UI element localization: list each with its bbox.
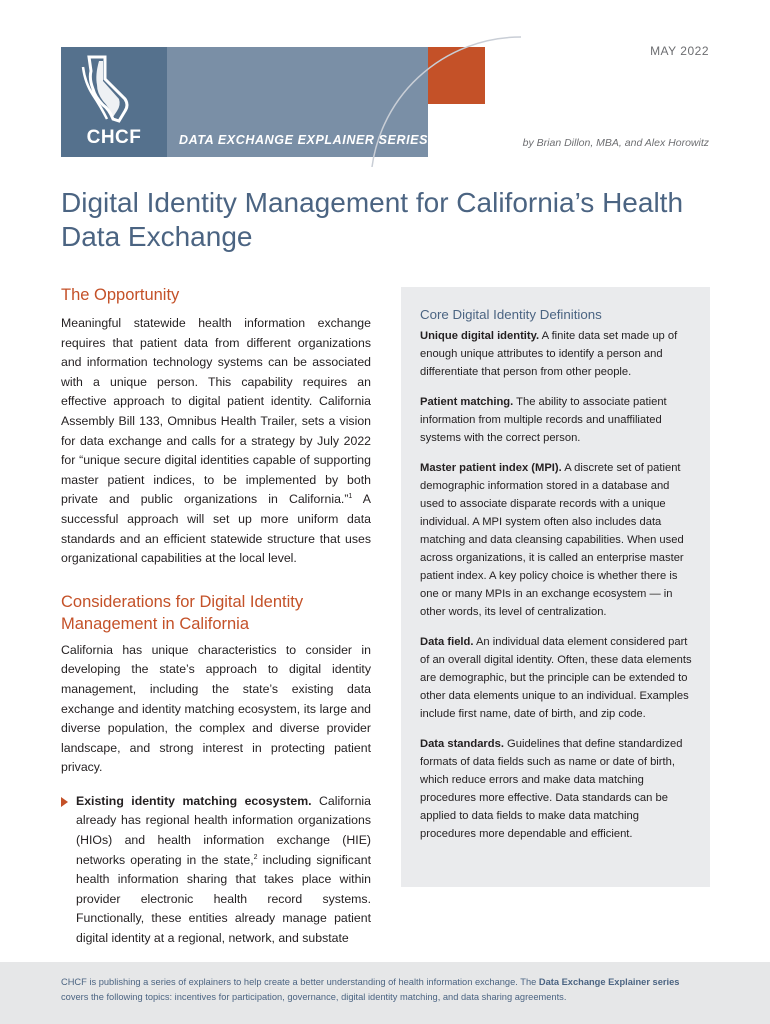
definition-item: Unique digital identity. A finite data set made up of enough unique attributes to identify a person and differentiate that person from other people.: [420, 330, 678, 378]
definition-item: Master patient index (MPI). A discrete set of patient demographic information stored in a database and used to associate disparate records with a unique individual. A MPI system often also includes data matching and data cleansing capabilities. When used across organizations, it is called an enterprise master patient index. A key policy choice is whether there is one or many MPIs in an exchange ecosystem — in other words, its level of centralization.: [420, 462, 684, 618]
bullet-item: [61, 792, 371, 949]
logo-text: CHCF: [86, 127, 142, 148]
bullet-text: Existing identity matching ecosystem. California already has regional health information organizations (HIOs) and health information exchange (HIE) networks operating in the state,$^2$ including significant health information sharing that takes place within provider electronic health record systems. Functionally, these entities already manage patient digital identity at a regional, network, and substate: [76, 793, 371, 946]
main-column: [61, 284, 371, 949]
definition-item: Data standards. Guidelines that define standardized formats of data fields such as name or date of birth, which reduce errors and make data matching procedures more effective. Data standards can be applied to data fields to make data matching procedures more dependable and efficient.: [420, 738, 683, 840]
arrow-right-icon: [61, 797, 68, 807]
chcf-logo: [61, 47, 167, 157]
series-label: DATA EXCHANGE EXPLAINER SERIES: [179, 133, 429, 147]
california-map-icon: [75, 53, 145, 125]
page-title: Digital Identity Management for California’s Health Data Exchange: [61, 187, 684, 252]
definitions-heading: Core Digital Identity Definitions: [420, 307, 602, 322]
publication-date: MAY 2022: [650, 44, 709, 58]
considerations-body: California has unique characteristics to consider in developing the state’s approach to digital identity management, including the state’s existing data exchange and identity matching ecosystem, its large and diverse population, the complex and diverse provider landscape, and strong interest in protecting patient privacy.: [61, 642, 371, 775]
considerations-heading: Considerations for Digital Identity Management in California: [61, 592, 304, 633]
byline: by Brian Dillon, MBA, and Alex Horowitz: [522, 137, 709, 149]
opportunity-heading: The Opportunity: [61, 286, 180, 304]
opportunity-body: Meaningful statewide health information exchange requires that patient data from different organizations and information technology systems can be associated with a unique person. This capability requires an effective approach to digital patient identity. California Assembly Bill 133, Omnibus Health Trailer, sets a vision for data exchange and calls for a strategy by July 2022 for “unique secure digital identities capable of supporting master patient indices, to be implemented by both private and public organizations in California.”$^1$ A successful approach will set up more uniform data standards and an efficient statewide structure that uses organizational capabilities at the local level.: [61, 316, 371, 566]
definitions-sidebar: [401, 287, 710, 887]
footnote-ref-2[interactable]: 2: [253, 853, 258, 861]
definition-item: Patient matching. The ability to associate patient information from multiple records and unaffiliated systems with the correct person.: [420, 396, 667, 444]
series-name: Data Exchange Explainer series: [538, 977, 680, 987]
footnote-ref-1[interactable]: 1: [348, 493, 353, 501]
definition-item: Data field. An individual data element considered part of an overall digital identity. Often, these data elements are demographic, but the principle can be extended to other data elements unique to an individual. Examples include first name, date of birth, and zip code.: [420, 636, 692, 720]
footer-note: CHCF is publishing a series of explainers to help create a better understanding of health information exchange. The Data Exchange Explainer series covers the following topics: incentives for participation, governance, digital identity matching, and data sharing agreements.: [0, 962, 770, 1024]
